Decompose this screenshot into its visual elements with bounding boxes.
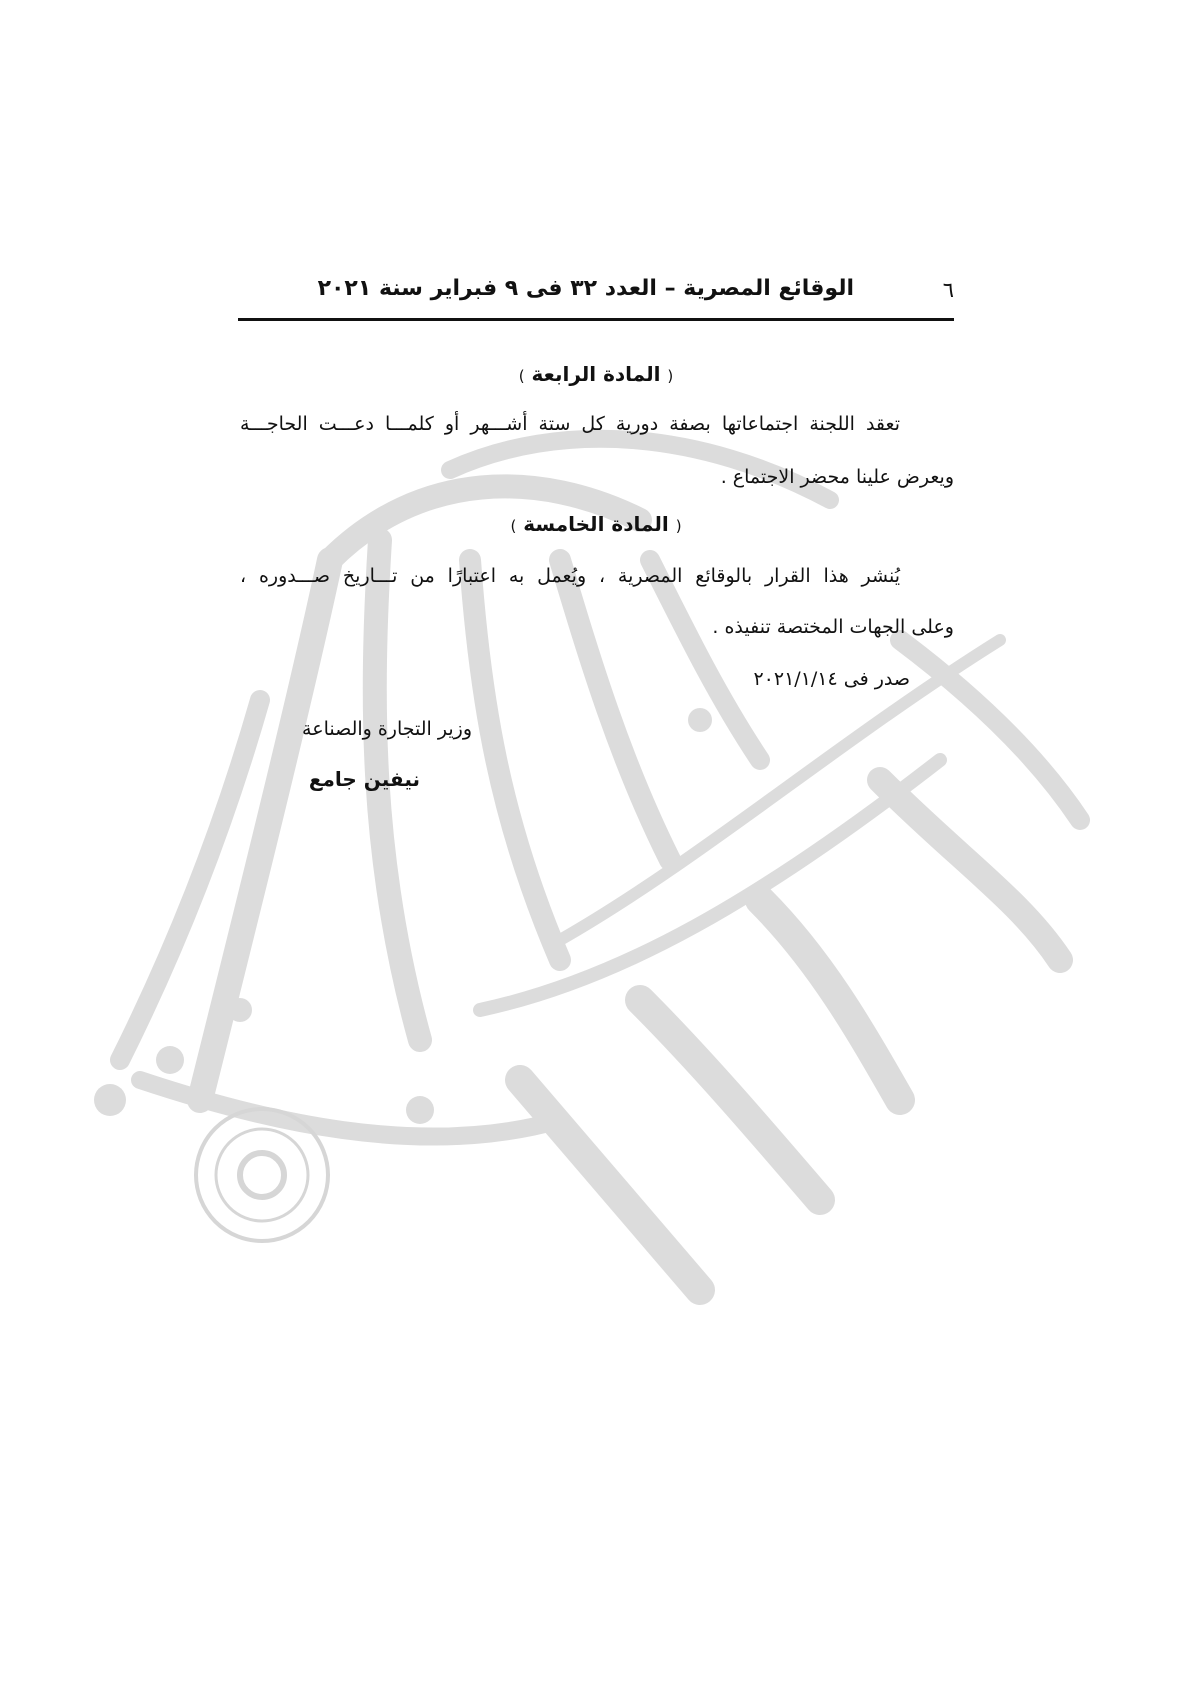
issue-date: صدر فى ٢٠٢١/١/١٤ <box>753 668 910 690</box>
article-four-line-1: تعقد اللجنة اجتماعاتها بصفة دورية كل ستة أشـــهر أو كلمـــا دعـــت الحاجـــة <box>240 413 900 435</box>
page-header <box>238 266 954 322</box>
page-number: ٦ <box>942 278 954 302</box>
header-divider <box>238 318 954 321</box>
minister-name: نيفين جامع <box>308 767 420 791</box>
article-five-title: المادة الخامسة <box>523 512 669 536</box>
article-five-line-1: يُنشر هذا القرار بالوقائع المصرية ، ويُعمل به اعتبارًا من تـــاريخ صـــدوره ، <box>240 565 900 587</box>
article-four-line-2: ويعرض علينا محضر الاجتماع . <box>720 466 954 488</box>
gazette-title: الوقائع المصرية – العدد ٣٢ فى ٩ فبراير سنة ٢٠٢١ <box>317 276 854 301</box>
minister-title: وزير التجارة والصناعة <box>302 718 472 740</box>
article-five-line-2: وعلى الجهات المختصة تنفيذه . <box>712 616 954 638</box>
article-four-title: المادة الرابعة <box>531 362 661 386</box>
article-four-heading: ( المادة الرابعة ) <box>518 362 674 386</box>
article-five-heading: ( المادة الخامسة ) <box>510 512 682 536</box>
